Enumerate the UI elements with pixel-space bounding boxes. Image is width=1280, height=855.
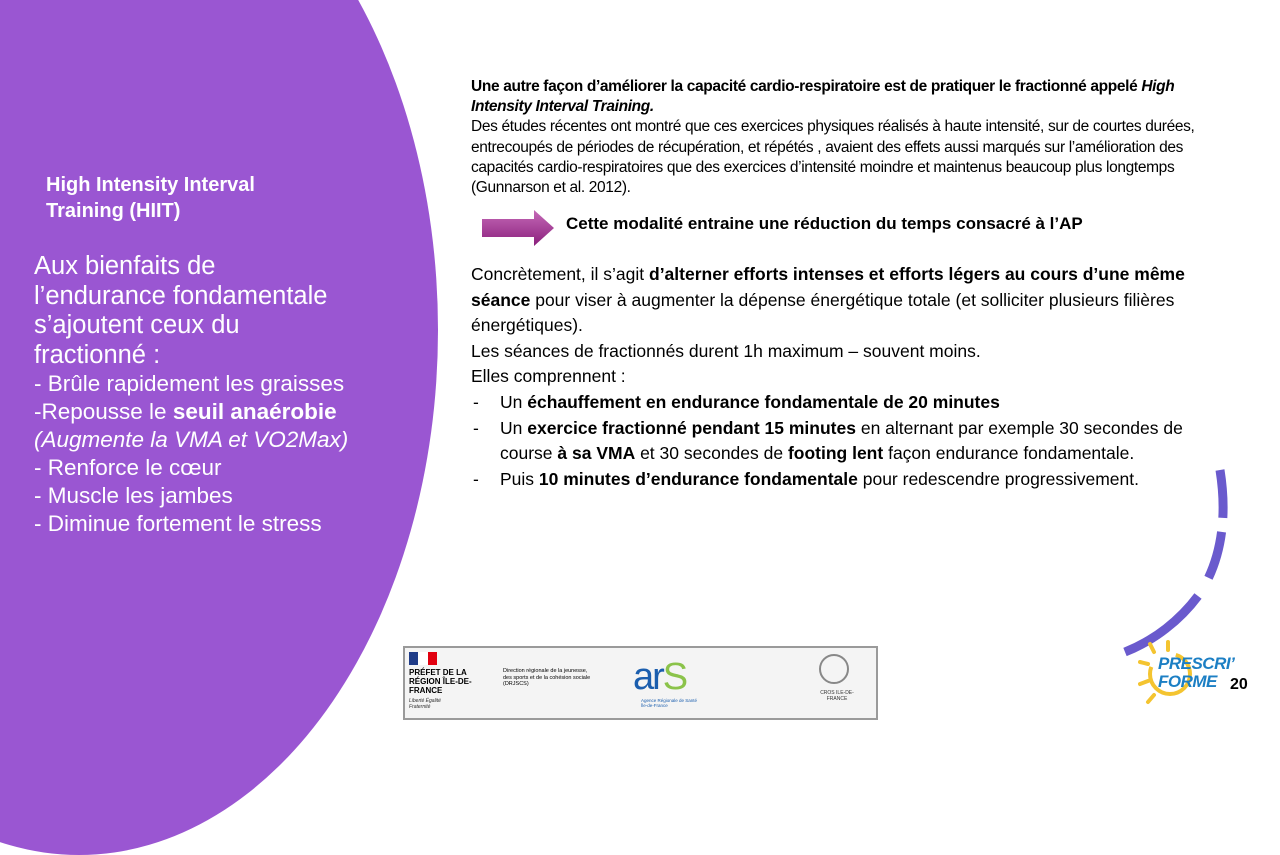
item-text: en alternant par exemple 30 secondes de course — [500, 417, 1183, 464]
item-bold: à sa VMA — [557, 443, 636, 464]
item-bold: échauffement en endurance fondamentale de 20 minutes — [527, 391, 1000, 412]
benefit-text: -Repousse le — [34, 399, 173, 424]
benefits-intro-line: Aux bienfaits de — [34, 252, 216, 280]
prescri-line: PRESCRI’ — [1158, 654, 1235, 673]
olympic-rings-icon — [819, 654, 849, 684]
session-list — [471, 390, 1211, 492]
main-text: Concrètement, il s’agit — [471, 264, 649, 284]
benefit-item: - Renforce le cœur — [34, 455, 222, 480]
prescriforme-logo-text — [1158, 655, 1234, 691]
intro-text: Des études récentes ont montré que ces exercices physiques réalisés à haute intensité, sur de courtes durées, entrecoupés de périodes de récupération, et répétés , avaient des effets aussi marqués sur l’amélioration des capacités cardio-respiratoires que des exercices d’intensité moindre et maintenus beaucoup plus longtemps (Gunnarson et al. 2012). — [471, 118, 1195, 197]
benefit-item: - Muscle les jambes — [34, 483, 233, 508]
arrow-right-icon — [482, 210, 554, 246]
benefits-intro-line: l’endurance fondamentale — [34, 281, 328, 310]
devise-text: Liberté Égalité Fraternité — [409, 698, 441, 710]
intro-paragraph — [471, 77, 1231, 198]
modalite-statement: Cette modalité entraine une réduction du temps consacré à l’AP — [566, 214, 1083, 233]
ars-logo — [633, 658, 686, 696]
marianne-flag-icon — [409, 652, 437, 665]
list-item — [471, 416, 1211, 467]
list-item — [471, 390, 1211, 416]
ars-logo-s: S — [662, 656, 687, 698]
left-benefits-text — [34, 252, 374, 538]
decorative-arc — [1120, 460, 1240, 660]
benefits-intro-line: s’ajoutent ceux du — [34, 311, 240, 339]
benefit-item: - Brûle rapidement les graisses — [34, 371, 345, 396]
partner-logos — [403, 646, 878, 720]
forme-line: FORME — [1158, 672, 1217, 691]
drjscs-text: Direction régionale de la jeunesse, des sports et de la cohésion sociale (DRJSCS) — [503, 668, 591, 687]
benefit-bold: seuil anaérobie — [172, 399, 337, 424]
page-number: 20 — [1230, 676, 1248, 693]
cros-logo-text: CROS ILE-DE-FRANCE — [820, 690, 854, 702]
item-text: Un — [500, 417, 528, 438]
main-text: pour viser à augmenter la dépense énergétique totale (et solliciter plusieurs filières énergétiques). — [471, 289, 1175, 336]
main-paragraph — [471, 262, 1211, 339]
item-bold: exercice fractionné pendant 15 minutes — [527, 417, 856, 438]
main-paragraph: Les séances de fractionnés durent 1h maximum – souvent moins. — [471, 340, 981, 361]
item-bold: footing lent — [787, 443, 884, 464]
main-content — [471, 262, 1211, 492]
main-bold: d’alterner efforts intenses et efforts légers au cours d’une même séance — [471, 264, 1185, 310]
item-text: Puis — [500, 468, 539, 489]
benefit-item — [34, 398, 374, 454]
hiit-title: High Intensity Interval Training (HIIT) — [46, 174, 255, 222]
item-text: Un — [500, 391, 528, 412]
benefit-italic: (Augmente la VMA et VO2Max) — [34, 427, 349, 452]
main-paragraph: Elles comprennent : — [471, 366, 626, 387]
ars-logo-a: ar — [633, 656, 663, 698]
benefit-item: - Diminue fortement le stress — [34, 511, 322, 536]
prefet-logo-text: PRÉFET DE LA RÉGION ÎLE-DE-FRANCE — [409, 668, 472, 695]
list-item — [471, 467, 1211, 493]
item-bold: 10 minutes d’endurance fondamentale — [538, 468, 858, 489]
item-text: façon endurance fondamentale. — [883, 443, 1135, 464]
intro-bold-italic: High Intensity Interval Training. — [471, 78, 1175, 116]
item-text: pour redescendre progressivement. — [857, 468, 1139, 489]
item-text: et 30 secondes de — [635, 443, 788, 464]
benefits-intro-line: fractionné : — [34, 340, 161, 369]
intro-bold: Une autre façon d’améliorer la capacité cardio-respiratoire est de pratiquer le fractionné appelé — [471, 78, 1142, 95]
ars-subtitle: Agence Régionale de Santé Île-de-France — [641, 698, 698, 708]
